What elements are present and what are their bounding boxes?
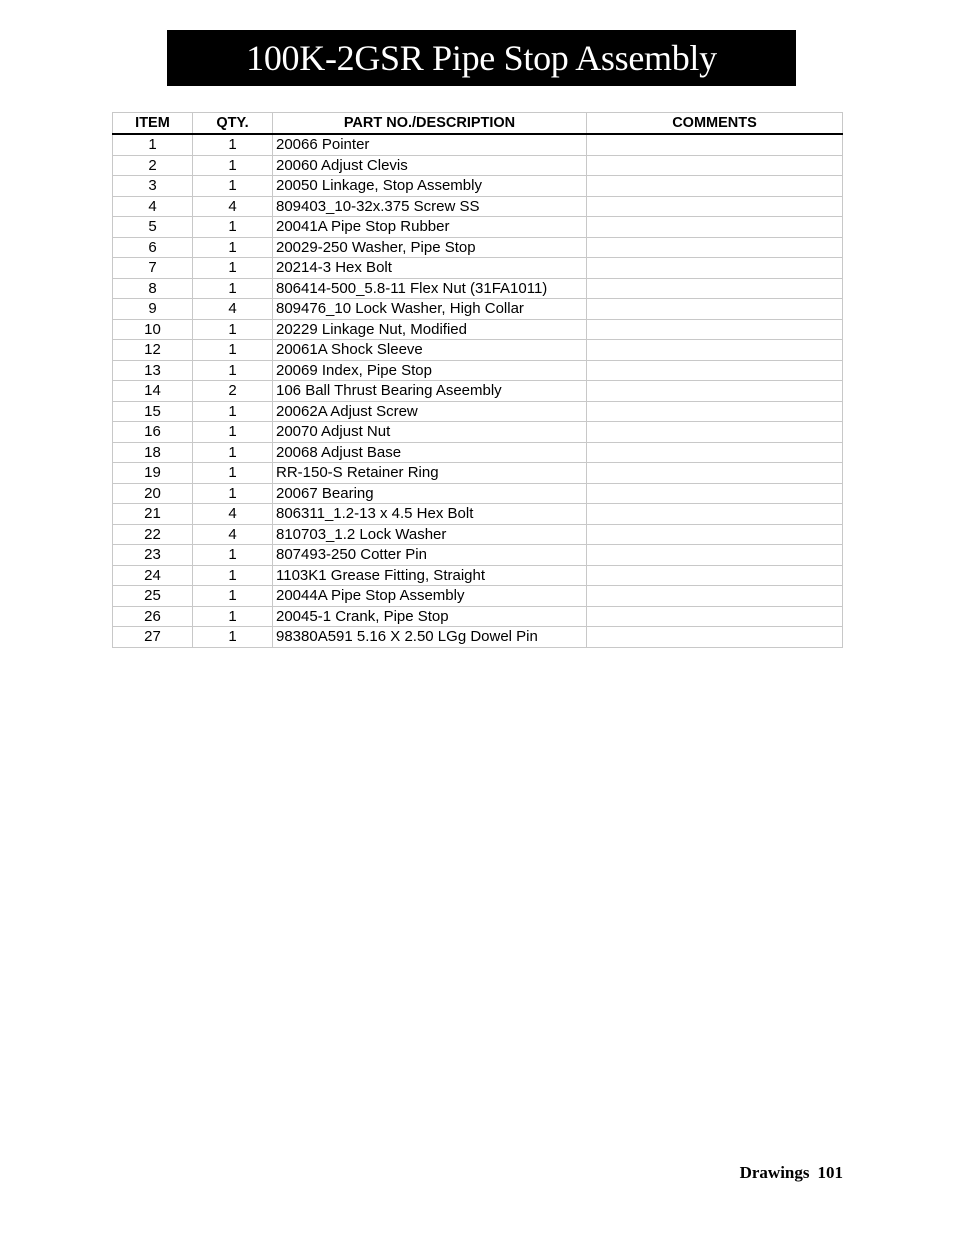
cell-part-description: 20069 Index, Pipe Stop: [273, 360, 587, 381]
header-comments: COMMENTS: [587, 113, 843, 135]
page-footer: [740, 1163, 843, 1183]
cell-qty: 1: [193, 176, 273, 197]
cell-comments: [587, 483, 843, 504]
cell-part-description: 20061A Shock Sleeve: [273, 340, 587, 361]
cell-comments: [587, 606, 843, 627]
cell-item: 4: [113, 196, 193, 217]
table-row: [113, 483, 843, 504]
cell-qty: 1: [193, 565, 273, 586]
cell-comments: [587, 401, 843, 422]
cell-part-description: 20029-250 Washer, Pipe Stop: [273, 237, 587, 258]
cell-item: 20: [113, 483, 193, 504]
table-row: [113, 176, 843, 197]
cell-part-description: 1103K1 Grease Fitting, Straight: [273, 565, 587, 586]
cell-item: 9: [113, 299, 193, 320]
table-row: [113, 545, 843, 566]
cell-item: 24: [113, 565, 193, 586]
table-row: [113, 155, 843, 176]
cell-part-description: 106 Ball Thrust Bearing Aseembly: [273, 381, 587, 402]
cell-qty: 1: [193, 340, 273, 361]
cell-part-description: 20068 Adjust Base: [273, 442, 587, 463]
table-row: [113, 360, 843, 381]
table-row: [113, 627, 843, 648]
cell-item: 15: [113, 401, 193, 422]
cell-part-description: 807493-250 Cotter Pin: [273, 545, 587, 566]
cell-item: 1: [113, 134, 193, 155]
cell-qty: 1: [193, 422, 273, 443]
cell-qty: 2: [193, 381, 273, 402]
cell-comments: [587, 586, 843, 607]
cell-item: 27: [113, 627, 193, 648]
cell-comments: [587, 504, 843, 525]
parts-table: [112, 112, 843, 648]
header-part-description: PART NO./DESCRIPTION: [273, 113, 587, 135]
table-row: [113, 217, 843, 238]
cell-item: 12: [113, 340, 193, 361]
cell-part-description: 20050 Linkage, Stop Assembly: [273, 176, 587, 197]
cell-comments: [587, 360, 843, 381]
cell-comments: [587, 422, 843, 443]
cell-part-description: 20041A Pipe Stop Rubber: [273, 217, 587, 238]
cell-comments: [587, 258, 843, 279]
cell-part-description: 98380A591 5.16 X 2.50 LGg Dowel Pin: [273, 627, 587, 648]
cell-qty: 1: [193, 319, 273, 340]
cell-qty: 1: [193, 586, 273, 607]
cell-item: 26: [113, 606, 193, 627]
cell-comments: [587, 155, 843, 176]
cell-part-description: 810703_1.2 Lock Washer: [273, 524, 587, 545]
table-row: [113, 401, 843, 422]
cell-item: 21: [113, 504, 193, 525]
cell-qty: 4: [193, 299, 273, 320]
cell-comments: [587, 463, 843, 484]
cell-item: 19: [113, 463, 193, 484]
parts-table-header-row: [113, 113, 843, 135]
header-qty: QTY.: [193, 113, 273, 135]
cell-part-description: 20044A Pipe Stop Assembly: [273, 586, 587, 607]
cell-part-description: 20070 Adjust Nut: [273, 422, 587, 443]
table-row: [113, 381, 843, 402]
cell-qty: 1: [193, 217, 273, 238]
cell-part-description: 20229 Linkage Nut, Modified: [273, 319, 587, 340]
cell-comments: [587, 134, 843, 155]
cell-qty: 1: [193, 606, 273, 627]
cell-item: 7: [113, 258, 193, 279]
cell-part-description: 806311_1.2-13 x 4.5 Hex Bolt: [273, 504, 587, 525]
cell-item: 22: [113, 524, 193, 545]
cell-part-description: 20066 Pointer: [273, 134, 587, 155]
cell-comments: [587, 319, 843, 340]
cell-item: 5: [113, 217, 193, 238]
cell-qty: 4: [193, 504, 273, 525]
cell-item: 6: [113, 237, 193, 258]
table-row: [113, 442, 843, 463]
cell-comments: [587, 237, 843, 258]
cell-qty: 1: [193, 360, 273, 381]
cell-qty: 1: [193, 463, 273, 484]
cell-part-description: 20060 Adjust Clevis: [273, 155, 587, 176]
cell-item: 13: [113, 360, 193, 381]
cell-qty: 1: [193, 155, 273, 176]
cell-comments: [587, 340, 843, 361]
cell-comments: [587, 545, 843, 566]
cell-comments: [587, 299, 843, 320]
cell-item: 23: [113, 545, 193, 566]
cell-part-description: 20067 Bearing: [273, 483, 587, 504]
cell-item: 10: [113, 319, 193, 340]
table-row: [113, 299, 843, 320]
table-row: [113, 319, 843, 340]
table-row: [113, 565, 843, 586]
page-number: 101: [817, 1163, 843, 1182]
cell-item: 2: [113, 155, 193, 176]
cell-comments: [587, 524, 843, 545]
cell-qty: 1: [193, 134, 273, 155]
cell-part-description: 806414-500_5.8-11 Flex Nut (31FA1011): [273, 278, 587, 299]
table-row: [113, 524, 843, 545]
cell-comments: [587, 381, 843, 402]
cell-item: 25: [113, 586, 193, 607]
table-row: [113, 422, 843, 443]
cell-qty: 1: [193, 442, 273, 463]
cell-item: 8: [113, 278, 193, 299]
cell-item: 18: [113, 442, 193, 463]
table-row: [113, 504, 843, 525]
parts-table-body: [113, 134, 843, 647]
cell-qty: 1: [193, 237, 273, 258]
cell-qty: 1: [193, 401, 273, 422]
table-row: [113, 463, 843, 484]
cell-comments: [587, 176, 843, 197]
cell-comments: [587, 627, 843, 648]
footer-section-label: Drawings: [739, 1163, 810, 1182]
cell-qty: 1: [193, 483, 273, 504]
table-row: [113, 258, 843, 279]
cell-comments: [587, 565, 843, 586]
page-title: [167, 30, 796, 86]
cell-item: 16: [113, 422, 193, 443]
cell-comments: [587, 278, 843, 299]
cell-item: 14: [113, 381, 193, 402]
cell-part-description: 20045-1 Crank, Pipe Stop: [273, 606, 587, 627]
cell-qty: 1: [193, 545, 273, 566]
cell-part-description: 809476_10 Lock Washer, High Collar: [273, 299, 587, 320]
cell-qty: 1: [193, 258, 273, 279]
table-row: [113, 278, 843, 299]
table-row: [113, 586, 843, 607]
table-row: [113, 134, 843, 155]
cell-item: 3: [113, 176, 193, 197]
table-row: [113, 340, 843, 361]
table-row: [113, 237, 843, 258]
cell-part-description: 809403_10-32x.375 Screw SS: [273, 196, 587, 217]
cell-qty: 4: [193, 524, 273, 545]
cell-comments: [587, 196, 843, 217]
cell-part-description: 20062A Adjust Screw: [273, 401, 587, 422]
cell-comments: [587, 442, 843, 463]
cell-qty: 1: [193, 278, 273, 299]
cell-part-description: 20214-3 Hex Bolt: [273, 258, 587, 279]
table-row: [113, 196, 843, 217]
page-title-text: 100K-2GSR Pipe Stop Assembly: [246, 38, 717, 78]
cell-qty: 1: [193, 627, 273, 648]
cell-qty: 4: [193, 196, 273, 217]
cell-comments: [587, 217, 843, 238]
cell-part-description: RR-150-S Retainer Ring: [273, 463, 587, 484]
table-row: [113, 606, 843, 627]
header-item: ITEM: [113, 113, 193, 135]
